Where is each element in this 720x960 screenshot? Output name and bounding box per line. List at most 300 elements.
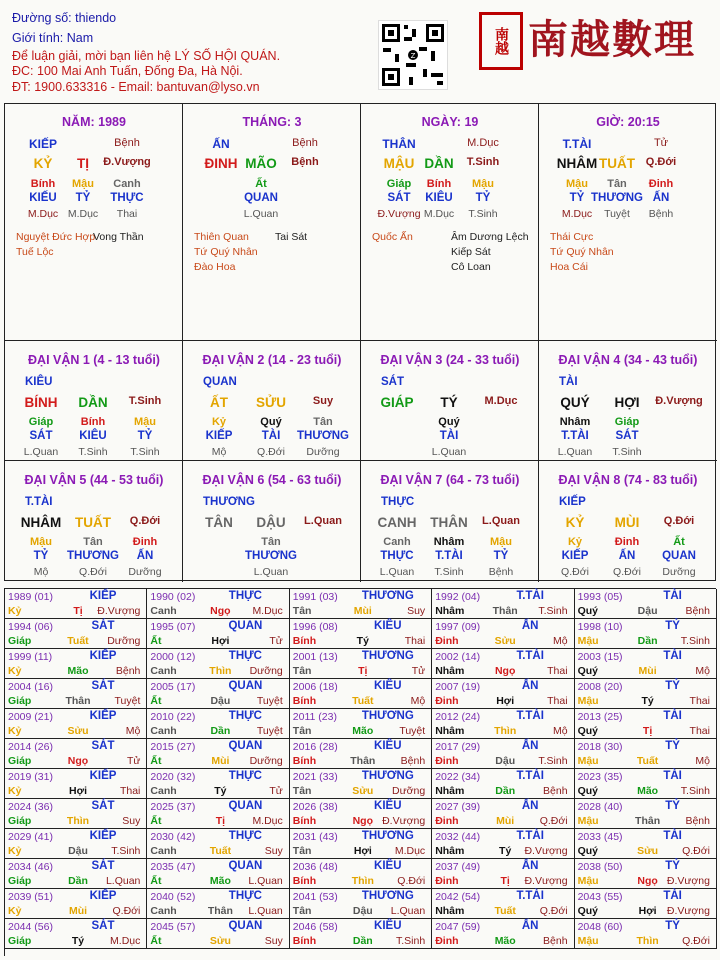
pillar-cell	[539, 104, 717, 341]
year-god: TỶ	[665, 860, 680, 872]
year-stem: Đinh	[435, 875, 459, 887]
year-branch: Hợi	[496, 695, 515, 707]
year-phase: Bệnh	[543, 785, 568, 797]
year-god: T.TÀI	[516, 770, 544, 782]
year-stem: Mậu	[577, 875, 599, 887]
year-stem: Mậu	[577, 755, 599, 767]
year-cell	[432, 799, 574, 829]
year-label: 1997 (09)	[435, 621, 481, 633]
hidden-stem: Mậu	[472, 178, 494, 190]
year-branch: Tý	[214, 785, 227, 797]
pillar-stem: T.Sinh	[466, 156, 500, 168]
hidden-stem: Mậu	[134, 416, 156, 428]
year-branch: Hợi	[69, 785, 87, 797]
dai-van-stem: L.Quan	[304, 515, 342, 527]
year-god: SÁT	[91, 800, 115, 812]
ten-god: TỶ	[137, 430, 153, 442]
year-god: THỰC	[228, 890, 262, 902]
dai-van-god: KIÊU	[25, 376, 53, 388]
year-branch: Tý	[641, 695, 654, 707]
star: Thái Cực	[550, 231, 594, 243]
year-phase: T.Sinh	[111, 845, 141, 857]
year-branch: Thân	[635, 815, 661, 827]
year-branch: Tị	[642, 725, 653, 737]
year-branch: Mão	[209, 875, 231, 887]
year-phase: Thai	[689, 695, 710, 707]
phase: Bệnh	[648, 208, 674, 220]
hidden-stem: Tân	[313, 416, 333, 428]
hidden-stem: Bính	[30, 178, 56, 190]
year-branch: Sửu	[352, 785, 374, 797]
year-phase: Bệnh	[685, 605, 710, 617]
year-stem: Mậu	[577, 635, 599, 647]
pillar-top: Bệnh	[114, 137, 140, 149]
year-phase: Q.Đới	[539, 905, 568, 917]
phase: M.Dục	[67, 208, 99, 220]
year-cell	[147, 919, 289, 949]
header	[0, 0, 720, 100]
year-label: 2039 (51)	[8, 891, 53, 903]
year-god: KIẾP	[89, 830, 117, 842]
year-stem: Canh	[150, 785, 177, 797]
dai-van-stem: MÙI	[614, 515, 640, 530]
year-label: 2032 (44)	[435, 831, 481, 843]
ten-god: QUAN	[244, 192, 278, 204]
year-cell	[575, 829, 717, 859]
year-branch: Mão	[67, 665, 89, 677]
year-label: 2048 (60)	[577, 921, 623, 933]
pillar-stem: TUẤT	[599, 156, 635, 171]
year-branch: Thân	[492, 605, 518, 617]
year-cell	[432, 829, 574, 859]
year-label: 2045 (57)	[150, 921, 196, 933]
year-stem: Ất	[150, 695, 162, 707]
year-cell	[147, 649, 289, 679]
dai-van-stem: BÍNH	[24, 395, 58, 410]
year-label: 2015 (27)	[150, 741, 196, 753]
year-label: 2010 (22)	[150, 711, 196, 723]
year-god: TÀI	[663, 710, 682, 722]
hidden-stem: Mậu	[490, 536, 512, 548]
dai-van-title: ĐẠI VẬN 4 (34 - 43 tuổi)	[558, 353, 698, 367]
hidden-stem: Nhâm	[559, 416, 591, 428]
year-stem: Giáp	[8, 755, 32, 767]
year-branch: Tuất	[636, 755, 659, 767]
pillar-stem: NHÂM	[556, 156, 598, 171]
year-cell	[575, 769, 717, 799]
dai-van-cell	[5, 341, 183, 461]
star: Vong Thần	[93, 231, 144, 243]
year-branch: Tuất	[494, 905, 516, 917]
year-branch: Dậu	[637, 605, 658, 617]
hidden-stem: Giáp	[28, 416, 54, 428]
year-god: QUAN	[228, 920, 263, 932]
phase: Q.Đới	[613, 566, 641, 578]
year-god: T.TÀI	[516, 830, 544, 842]
year-branch: Mùi	[496, 815, 515, 827]
year-branch: Thân	[65, 695, 91, 707]
year-god: SÁT	[91, 620, 115, 632]
dai-van-stem: Q.Đới	[663, 515, 695, 527]
year-branch: Ngọ	[637, 875, 658, 887]
year-label: 2037 (49)	[435, 861, 481, 873]
year-phase: Q.Đới	[112, 905, 141, 917]
year-cell	[5, 829, 147, 859]
phase: L.Quan	[253, 566, 289, 578]
year-label: 1998 (10)	[577, 621, 623, 633]
year-phase: Đ.Vượng	[524, 845, 568, 857]
ten-god: KIÊU	[79, 430, 107, 442]
year-branch: Mùi	[353, 605, 372, 617]
year-branch: Thìn	[351, 875, 374, 887]
year-label: 2040 (52)	[150, 891, 196, 903]
ten-god: QUAN	[662, 550, 696, 562]
year-label: 2017 (29)	[435, 741, 481, 753]
year-stem: Quý	[577, 905, 599, 917]
year-label: 2038 (50)	[577, 861, 623, 873]
year-label: 2026 (38)	[292, 801, 338, 813]
year-cell	[290, 769, 432, 799]
year-stem: Bính	[292, 815, 317, 827]
pillar-top: KIẾP	[28, 137, 57, 151]
year-branch: Thìn	[209, 665, 232, 677]
year-phase: Q.Đới	[397, 875, 426, 887]
phase: Đ.Vượng	[377, 208, 421, 220]
year-stem: Tân	[292, 785, 312, 797]
year-cell	[290, 739, 432, 769]
year-phase: T.Sinh	[680, 635, 710, 647]
year-label: 1999 (11)	[8, 651, 53, 663]
dai-van-stem: DẬU	[256, 515, 286, 530]
dai-van-cell	[183, 341, 361, 461]
ten-god: THƯƠNG	[591, 192, 643, 204]
year-stem: Tân	[292, 725, 312, 737]
dai-van-stem: THÂN	[430, 515, 468, 530]
pillar-stem: Đ.Vượng	[103, 156, 151, 168]
year-god: TỶ	[665, 920, 680, 932]
year-stem: Bính	[292, 755, 317, 767]
star: Tai Sát	[275, 231, 308, 243]
chart-grid	[4, 103, 716, 581]
year-phase: M.Dục	[110, 935, 141, 947]
year-god: THỰC	[228, 830, 262, 842]
year-branch: Thìn	[494, 725, 517, 737]
year-phase: Đ.Vượng	[524, 875, 568, 887]
year-cell	[575, 619, 717, 649]
year-cell	[5, 799, 147, 829]
qr-code[interactable]	[378, 20, 448, 90]
pillar-top: M.Dục	[467, 137, 499, 149]
pillar-title: THÁNG: 3	[242, 115, 302, 129]
year-stem: Đinh	[435, 695, 459, 707]
year-phase: Bệnh	[400, 755, 426, 767]
year-cell	[432, 649, 574, 679]
year-stem: Tân	[292, 845, 312, 857]
year-god: ẤN	[521, 860, 539, 872]
year-cell	[5, 889, 147, 919]
year-branch: Mão	[637, 785, 659, 797]
star: Kiếp Sát	[451, 246, 491, 258]
year-label: 2024 (36)	[8, 801, 53, 813]
dai-van-god: SÁT	[381, 376, 404, 388]
dai-van-god: THỰC	[381, 496, 415, 508]
year-stem: Bính	[292, 635, 317, 647]
hidden-stem: Canh	[383, 536, 411, 548]
year-phase: Suy	[407, 605, 426, 617]
year-phase: Tử	[269, 635, 283, 647]
year-god: QUAN	[228, 680, 263, 692]
ten-god: TÀI	[261, 430, 281, 442]
phase: M.Dục	[561, 208, 593, 220]
ten-god: TÀI	[439, 430, 459, 442]
year-phase: Mộ	[552, 635, 568, 647]
pillar-cell	[361, 104, 539, 341]
year-phase: Dưỡng	[107, 635, 141, 647]
year-phase: Suy	[264, 935, 283, 947]
year-cell	[575, 889, 717, 919]
year-god: KIÊU	[374, 860, 402, 872]
phase: Thai	[116, 208, 138, 220]
year-branch: Tý	[71, 935, 85, 947]
year-phase: Dưỡng	[249, 755, 283, 767]
year-god: TỶ	[665, 620, 680, 632]
year-stem: Giáp	[8, 695, 32, 707]
year-branch: Sửu	[209, 935, 231, 947]
year-cell	[5, 589, 147, 619]
pillar-title: GIỜ: 20:15	[596, 115, 660, 129]
year-god: THỰC	[228, 650, 262, 662]
year-label: 1993 (05)	[577, 591, 623, 603]
year-branch: Tuất	[67, 635, 89, 647]
year-phase: T.Sinh	[396, 935, 426, 947]
year-god: T.TÀI	[516, 590, 544, 602]
year-label: 2011 (23)	[292, 711, 337, 723]
year-label: 2044 (56)	[8, 921, 53, 933]
year-stem: Mậu	[577, 815, 599, 827]
year-label: 1991 (03)	[292, 591, 338, 603]
year-stem: Nhâm	[435, 665, 465, 677]
star: Âm Dương Lệch	[451, 231, 529, 243]
ten-god: ẤN	[652, 192, 670, 204]
ten-god: T.TÀI	[561, 430, 589, 442]
phase: Q.Đới	[561, 566, 589, 578]
ten-god: ẤN	[618, 550, 636, 562]
year-branch: Tị	[358, 665, 368, 677]
year-god: KIÊU	[374, 800, 402, 812]
year-cell	[147, 619, 289, 649]
year-label: 2020 (32)	[150, 771, 196, 783]
year-label: 2036 (48)	[292, 861, 338, 873]
year-cell	[5, 919, 147, 949]
year-god: THƯƠNG	[361, 710, 414, 722]
year-cell	[432, 739, 574, 769]
year-label: 2016 (28)	[292, 741, 338, 753]
dai-van-title: ĐẠI VẬN 5 (44 - 53 tuổi)	[24, 473, 164, 487]
year-god: QUAN	[228, 740, 263, 752]
dai-van-stem: HỢI	[614, 395, 640, 410]
dai-van-title: ĐẠI VẬN 7 (64 - 73 tuổi)	[380, 473, 520, 487]
logo: 南越數理	[528, 16, 696, 63]
year-god: THỰC	[228, 590, 262, 602]
year-cell	[432, 709, 574, 739]
year-cell	[147, 679, 289, 709]
year-phase: Tử	[269, 785, 283, 797]
dai-van-cell	[183, 461, 361, 582]
year-label: 2031 (43)	[292, 831, 338, 843]
dai-van-stem: T.Sinh	[128, 395, 162, 407]
dai-van-stem: Suy	[312, 395, 334, 407]
year-label: 1990 (02)	[150, 591, 196, 603]
year-branch: Thân	[207, 905, 233, 917]
year-cell	[290, 679, 432, 709]
year-phase: Q.Đới	[682, 935, 710, 947]
year-cell	[5, 709, 147, 739]
dai-van-title: ĐẠI VẬN 1 (4 - 13 tuổi)	[28, 353, 160, 367]
year-stem: Giáp	[8, 815, 32, 827]
year-label: 2001 (13)	[292, 651, 338, 663]
year-branch: Tý	[356, 635, 369, 647]
year-label: 2025 (37)	[150, 801, 196, 813]
year-stem: Kỷ	[8, 665, 22, 677]
year-phase: Tuyệt	[256, 695, 283, 707]
year-branch: Ngọ	[352, 815, 373, 827]
year-god: KIÊU	[374, 680, 402, 692]
dai-van-cell	[361, 461, 539, 582]
year-branch: Hợi	[211, 635, 230, 647]
phase: L.Quan	[243, 208, 279, 220]
year-cell	[432, 889, 574, 919]
year-phase: Đ.Vượng	[97, 605, 141, 617]
year-branch: Hợi	[638, 905, 657, 917]
year-stem: Giáp	[8, 875, 32, 887]
year-cell	[432, 619, 574, 649]
phase: T.Sinh	[434, 566, 464, 578]
hidden-stem: Mậu	[30, 536, 52, 548]
phase: Tuyệt	[604, 208, 630, 220]
year-god: TÀI	[663, 890, 682, 902]
dai-van-stem: M.Dục	[484, 395, 518, 407]
year-phase: Bệnh	[543, 935, 568, 947]
year-phase: Tử	[411, 665, 426, 677]
year-stem: Bính	[292, 695, 317, 707]
year-label: 2029 (41)	[8, 831, 53, 843]
year-god: QUAN	[228, 800, 263, 812]
year-god: KIÊU	[374, 920, 402, 932]
year-god: THƯƠNG	[361, 890, 414, 902]
dai-van-stem: CANH	[377, 515, 417, 530]
year-branch: Mão	[494, 935, 516, 947]
year-phase: T.Sinh	[538, 605, 568, 617]
year-label: 2023 (35)	[577, 771, 623, 783]
year-phase: Tuyệt	[256, 725, 283, 737]
pillar-cell	[183, 104, 361, 341]
year-god: KIẾP	[89, 590, 117, 602]
year-cell	[5, 619, 147, 649]
dai-van-title: ĐẠI VẬN 6 (54 - 63 tuổi)	[202, 473, 342, 487]
star: Tứ Quý Nhân	[194, 246, 258, 258]
star: Tuế Lộc	[16, 246, 54, 258]
dai-van-cell	[539, 341, 717, 461]
year-god: TỶ	[665, 800, 680, 812]
year-god: THỰC	[228, 710, 262, 722]
year-label: 2019 (31)	[8, 771, 53, 783]
year-god: T.TÀI	[516, 890, 544, 902]
hidden-stem: Ất	[255, 178, 267, 190]
phase: Dưỡng	[128, 566, 162, 578]
year-stem: Nhâm	[435, 725, 465, 737]
ten-god: THỰC	[380, 550, 414, 562]
year-god: ẤN	[521, 620, 539, 632]
year-label: 1989 (01)	[8, 591, 53, 603]
hidden-stem: Tân	[607, 178, 627, 190]
gender: Giới tính: Nam	[12, 31, 94, 45]
hidden-stem: Canh	[113, 178, 141, 190]
hidden-stem: Đinh	[132, 536, 158, 548]
year-phase: Q.Đới	[539, 815, 568, 827]
phase: Dưỡng	[306, 446, 340, 458]
year-stem: Quý	[577, 605, 599, 617]
pillar-top: T.TÀI	[562, 137, 592, 151]
phase: M.Dục	[423, 208, 455, 220]
pillar-top: Bệnh	[292, 137, 318, 149]
hidden-stem: Mậu	[566, 178, 588, 190]
dai-van-stem: DẦN	[78, 395, 108, 410]
year-phase: Mộ	[552, 725, 568, 737]
dai-van-cell	[361, 341, 539, 461]
phase: Q.Đới	[257, 446, 285, 458]
ten-god: T.TÀI	[435, 550, 463, 562]
year-label: 2021 (33)	[292, 771, 338, 783]
year-cell	[575, 589, 717, 619]
year-god: T.TÀI	[516, 650, 544, 662]
ten-god: KIẾU	[29, 192, 57, 204]
year-god: KIÊU	[374, 740, 402, 752]
year-phase: Thai	[119, 785, 141, 797]
pillar-title: NGÀY: 19	[421, 115, 479, 129]
year-phase: Thai	[689, 725, 710, 737]
dai-van-stem: ẤT	[210, 395, 228, 410]
year-god: ẤN	[521, 740, 539, 752]
year-label: 2028 (40)	[577, 801, 623, 813]
dai-van-stem: TÂN	[205, 515, 233, 530]
year-god: TÀI	[663, 590, 682, 602]
year-god: T.TÀI	[516, 710, 544, 722]
year-stem: Đinh	[435, 755, 459, 767]
hidden-stem: Mậu	[72, 178, 94, 190]
year-cell	[147, 589, 289, 619]
year-cell	[575, 739, 717, 769]
year-stem: Ất	[150, 815, 162, 827]
year-phase: Bệnh	[115, 665, 141, 677]
year-label: 2030 (42)	[150, 831, 196, 843]
dai-van-title: ĐẠI VẬN 8 (74 - 83 tuổi)	[558, 473, 698, 487]
pillar-top: THÂN	[382, 137, 416, 151]
hidden-stem: Ất	[673, 536, 685, 548]
year-stem: Tân	[292, 665, 312, 677]
year-stem: Mậu	[577, 695, 599, 707]
hidden-stem: Bính	[426, 178, 452, 190]
ten-god: THƯƠNG	[297, 430, 349, 442]
year-cell	[5, 859, 147, 889]
star: Tứ Quý Nhân	[550, 246, 614, 258]
year-god: TÀI	[663, 770, 682, 782]
ten-god: TỶ	[569, 192, 585, 204]
year-label: 2014 (26)	[8, 741, 53, 753]
year-branch: Ngọ	[494, 665, 516, 677]
year-god: QUAN	[228, 860, 263, 872]
year-cell	[147, 739, 289, 769]
pillar-stem: MẬU	[383, 156, 415, 171]
